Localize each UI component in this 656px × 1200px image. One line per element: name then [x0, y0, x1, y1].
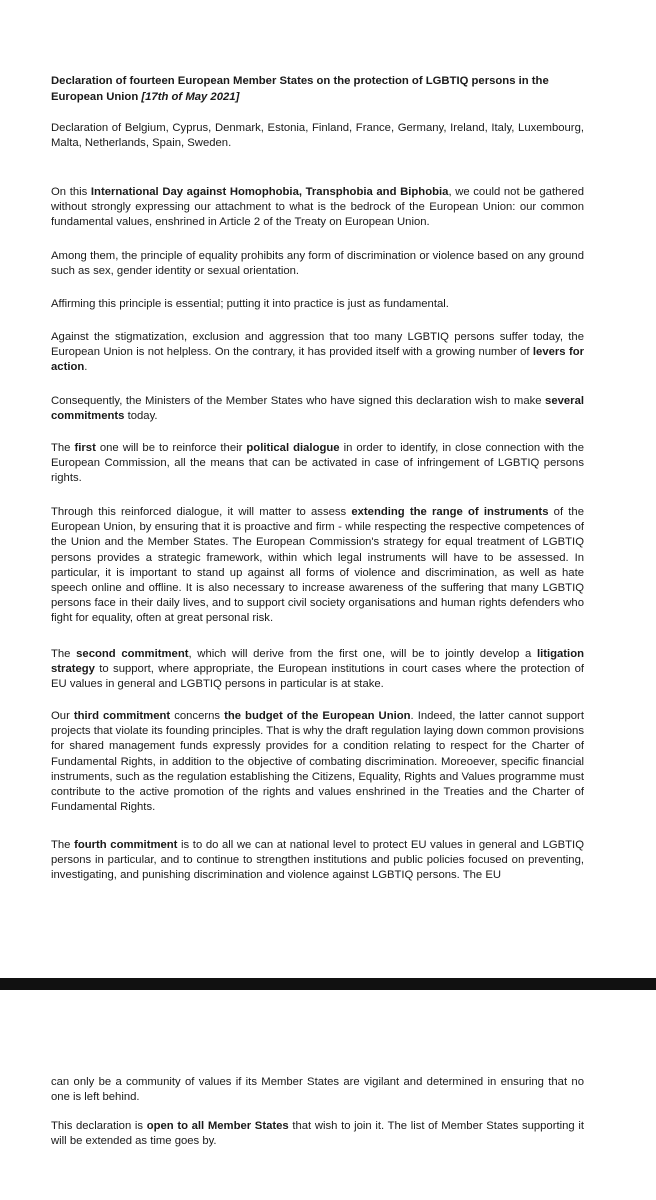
document-title: Declaration of fourteen European Member States on the protection of LGBTIQ persons in the European Union [17th of May 2021]	[51, 75, 549, 103]
paragraph-levers: Against the stigmatization, exclusion and aggression that too many LGBTIQ persons suffer today, the European Union is not helpless. On the contrary, it has provided itself with a growing number of levers for action.	[51, 331, 584, 374]
paragraph-first-commitment: The first one will be to reinforce their political dialogue in order to identify, in close connection with the European Commission, all the means that can be activated in case of infringement of LGBTIQ persons rights.	[51, 442, 584, 485]
paragraph-equality: Among them, the principle of equality prohibits any form of discrimination or violence based on any ground such as sex, gender identity or sexual orientation.	[51, 250, 584, 278]
paragraph-community: can only be a community of values if its Member States are vigilant and determined in ensuring that no one is left behind.	[51, 1076, 584, 1104]
paragraph-instruments: Through this reinforced dialogue, it will matter to assess extending the range of instruments of the European Union, by ensuring that it is proactive and firm - while respecting the respective competences of the Union and the Member States. The European Commission's strategy for equal treatment of LGBTIQ persons provides a strategic framework, within which legal instruments will have to be assessed. In particular, it is important to stand up against all forms of violence and discrimination, as well as hate speech online and offline. It is also necessary to increase awareness of the suffering that many LGBTIQ persons face in their daily lives, and to support civil society organisations and human rights defenders who fight for equality, often at great personal risk.	[51, 506, 584, 625]
signatories-paragraph: Declaration of Belgium, Cyprus, Denmark, Estonia, Finland, France, Germany, Ireland, Italy, Luxembourg, Malta, Netherlands, Spain, Sweden.	[51, 122, 584, 150]
paragraph-third-commitment: Our third commitment concerns the budget of the European Union. Indeed, the latter cannot support projects that violate its founding principles. That is why the draft regulation laying down common provisions for shared management funds expressly provides for a condition relating to respect for the Charter of Fundamental Rights, in addition to the objective of combating discrimination. Moreoever, specific financial instruments, such as the regulation establishing the Citizens, Equality, Rights and Values programme must contribute to the active promotion of the rights and values enshrined in the Treaties and the Charter of Fundamental Rights.	[51, 710, 584, 814]
paragraph-second-commitment: The second commitment, which will derive from the first one, will be to jointly develop a litigation strategy to support, where appropriate, the European institutions in court cases where the protection of EU values in general and LGBTIQ persons in particular is at stake.	[51, 648, 585, 691]
paragraph-intro: On this International Day against Homophobia, Transphobia and Biphobia, we could not be gathered without strongly expressing our attachment to what is the bedrock of the European Union: our common fundamental values, enshrined in Article 2 of the Treaty on European Union.	[51, 186, 584, 229]
paragraph-commitments: Consequently, the Ministers of the Member States who have signed this declaration wish to make several commitments today.	[51, 395, 584, 423]
document-date: [17th of May 2021]	[141, 91, 240, 103]
paragraph-fourth-commitment: The fourth commitment is to do all we can at national level to protect EU values in general and LGBTIQ persons in particular, and to continue to strengthen institutions and public policies focused on preventing, investigating, and punishing discrimination and violence against LGBTIQ persons. The EU	[51, 839, 584, 882]
paragraph-open-declaration: This declaration is open to all Member States that wish to join it. The list of Member States supporting it will be extended as time goes by.	[51, 1120, 584, 1148]
paragraph-affirming: Affirming this principle is essential; putting it into practice is just as fundamental.	[51, 298, 449, 310]
page-break-divider	[0, 978, 656, 990]
